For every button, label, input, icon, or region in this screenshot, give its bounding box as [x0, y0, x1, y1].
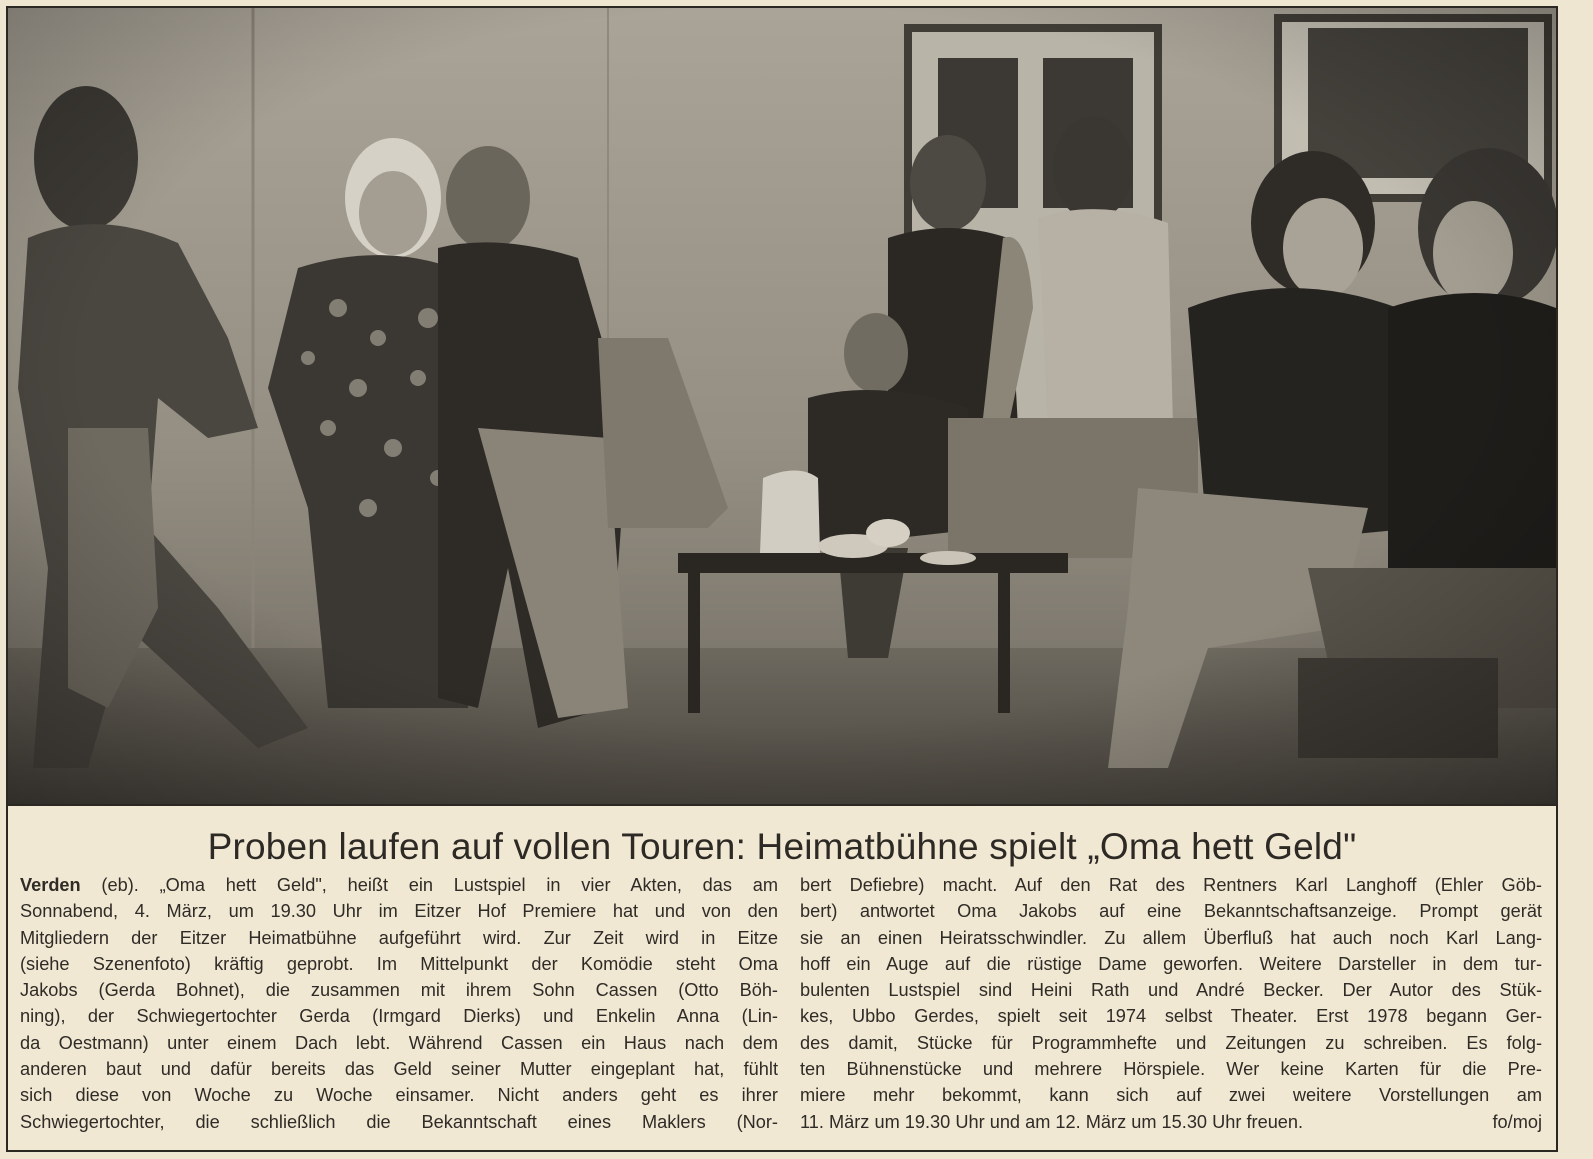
- article-line: Schwiegertochter, die schließlich die Bekanntschaft eines Maklers (Nor-: [20, 1111, 778, 1132]
- article-line: Jakobs (Gerda Bohnet), die zusammen mit ihrem Sohn Cassen (Otto Böh-: [20, 980, 778, 1001]
- article-column-right: [800, 872, 1542, 1135]
- article-dateline: Verden: [20, 875, 81, 895]
- article-line: des damit, Stücke für Programmhefte und Zeitungen zu schreiben. Es folg-: [800, 1032, 1542, 1053]
- article-line: miere mehr bekommt, kann sich auf zwei weitere Vorstellungen am: [800, 1085, 1542, 1106]
- article-line: Mitgliedern der Eitzer Heimatbühne aufgeführt wird. Zur Zeit wird in Eitze: [20, 927, 778, 948]
- article-line: ning), der Schwiegertochter Gerda (Irmgard Dierks) und Enkelin Anna (Lin-: [20, 1006, 778, 1027]
- article-caption: [6, 806, 1558, 1152]
- article-line: 11. März um 19.30 Uhr und am 12. März um 15.30 Uhr freuen. fo/moj: [800, 1109, 1542, 1135]
- article-line: sich diese von Woche zu Woche einsamer. Nicht anders geht es ihrer: [20, 1085, 778, 1106]
- article-line: kes, Ubbo Gerdes, spielt seit 1974 selbst Theater. Erst 1978 begann Ger-: [800, 1006, 1542, 1027]
- article-line: anderen baut und dafür bereits das Geld seiner Mutter eingeplant hat, fühlt: [20, 1059, 778, 1080]
- article-line: Sonnabend, 4. März, um 19.30 Uhr im Eitzer Hof Premiere hat und von den: [20, 901, 778, 922]
- article-line: (siehe Szenenfoto) kräftig geprobt. Im Mittelpunkt der Komödie steht Oma: [20, 953, 778, 974]
- rehearsal-photo: [6, 6, 1558, 806]
- article-line: bert) antwortet Oma Jakobs auf eine Bekanntschaftsanzeige. Prompt gerät: [800, 901, 1542, 922]
- article-line: sie an einen Heiratsschwindler. Zu allem Überfluß hat auch noch Karl Lang-: [800, 927, 1542, 948]
- article-line: ten Bühnenstücke und mehrere Hörspiele. Wer keine Karten für die Pre-: [800, 1059, 1542, 1080]
- article-line: Verden (eb). „Oma hett Geld", heißt ein Lustspiel in vier Akten, das am: [20, 875, 778, 895]
- author-signature: fo/moj: [1492, 1111, 1542, 1132]
- article-line: da Oestmann) unter einem Dach lebt. Während Cassen ein Haus nach dem: [20, 1032, 778, 1053]
- article-line: bert Defiebre) macht. Auf den Rat des Rentners Karl Langhoff (Ehler Göb-: [800, 875, 1542, 895]
- article-line: hoff ein Auge auf die rüstige Dame geworfen. Weitere Darsteller in dem tur-: [800, 953, 1542, 974]
- article-column-left: [20, 872, 778, 1135]
- article-headline: Proben laufen auf vollen Touren: Heimatbühne spielt „Oma hett Geld": [207, 826, 1357, 867]
- article-line: bulenten Lustspiel sind Heini Rath und André Becker. Der Autor des Stük-: [800, 980, 1542, 1001]
- rehearsal-photo-illustration: [8, 8, 1556, 804]
